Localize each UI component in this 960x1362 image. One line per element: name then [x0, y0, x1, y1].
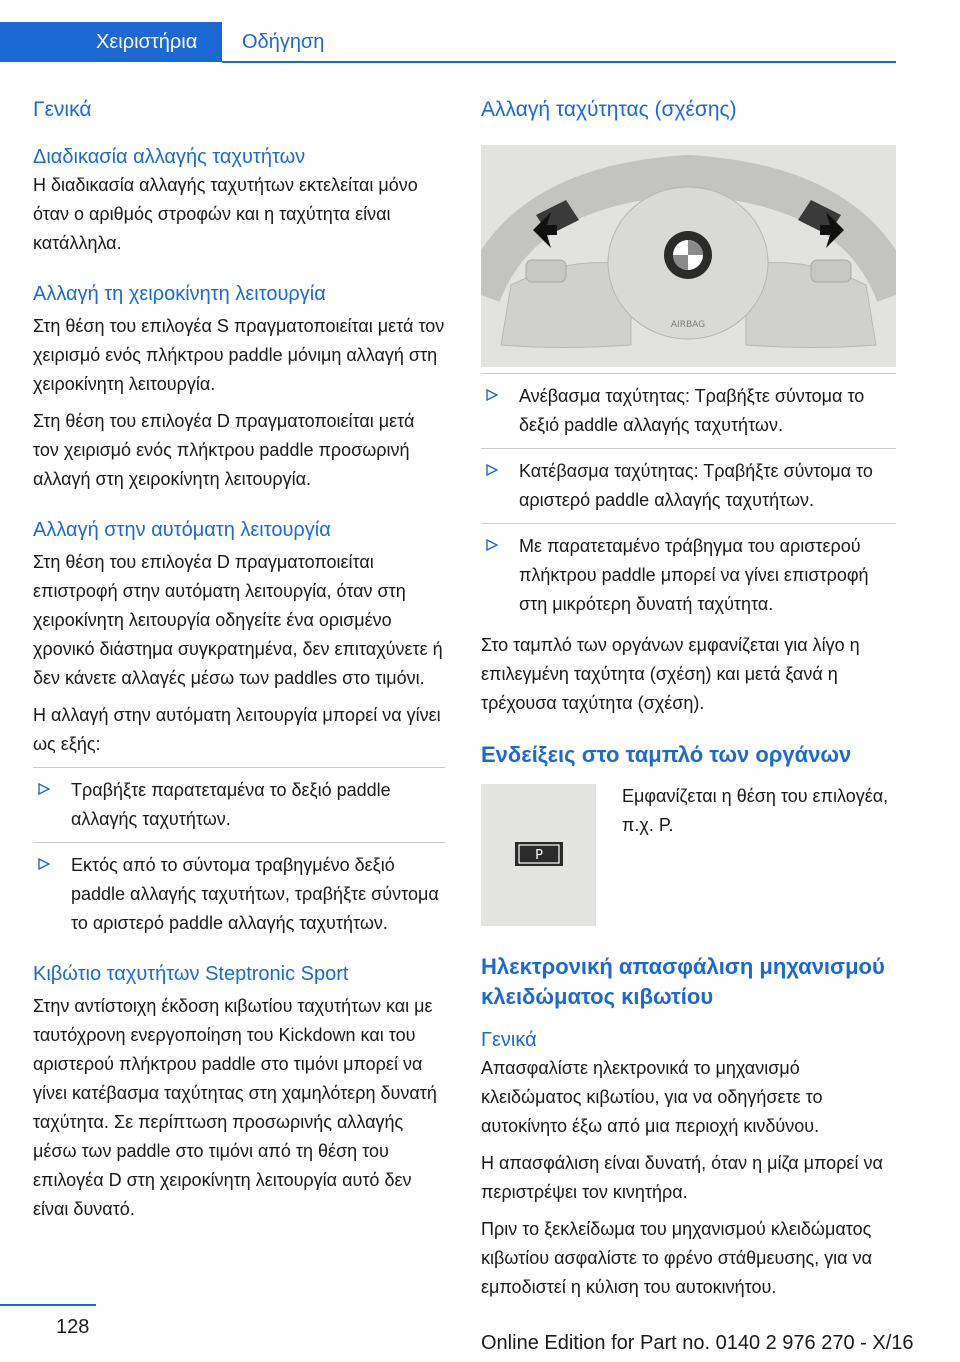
header-rule	[222, 61, 896, 63]
indicator-letter: P	[535, 848, 543, 863]
triangle-bullet-icon	[486, 539, 498, 551]
triangle-bullet-icon	[486, 464, 498, 476]
header-bar	[0, 0, 960, 62]
list-item-text: Εκτός από το σύντομα τραβηγμένο δεξιό paddle αλλαγής ταχυτήτων, τραβήξτε σύντομα το αριστερό paddle αλλαγής ταχυτήτων.	[71, 855, 439, 933]
triangle-bullet-icon	[38, 858, 50, 870]
list-item	[33, 842, 445, 946]
heading-lock-general: Γενικά	[481, 1029, 537, 1051]
footer-edition: Online Edition for Part no. 0140 2 976 270 - X/16	[481, 1332, 914, 1354]
list-item	[481, 448, 896, 523]
left-column	[33, 92, 445, 1224]
list-item-text: Κατέβασμα ταχύτητας: Τραβήξτε σύντομα το αριστερό paddle αλλαγής ταχυτήτων.	[519, 461, 873, 510]
page-number: 128	[56, 1316, 90, 1338]
list-item-text: Ανέβασμα ταχύτητας: Τραβήξτε σύντομα το δεξιό paddle αλλαγής ταχυτήτων.	[519, 386, 865, 435]
heading-indications: Ενδείξεις στο ταμπλό των οργάνων	[481, 742, 852, 767]
list-gear-change	[481, 373, 896, 627]
list-item	[33, 767, 445, 842]
paragraph-manual-d: Στη θέση του επιλογέα D πραγματοποιείται μετά τον χειρισμό ενός πλήκτρου paddle προσωρινή αλλαγή στη χειροκίνητη λειτουργία.	[33, 411, 415, 489]
list-item	[481, 373, 896, 448]
tab-driving[interactable]: Οδήγηση	[242, 31, 325, 53]
heading-manual: Αλλαγή τη χειροκίνητη λειτουργία	[33, 283, 326, 305]
triangle-bullet-icon	[38, 783, 50, 795]
paragraph-steptronic: Στην αντίστοιχη έκδοση κιβωτίου ταχυτήτων και με ταυτόχρονη ενεργοποίηση του Kickdown και του αριστερού πλήκτρου paddle στο τιμόνι μπορεί να γίνει κατέβασμα ταχύτητας στη χαμηλότερη δυνατή ταχύτητα. Σε περίπτωση προσωρινής αλλαγής μέσω των paddle στο τιμόνι από τη θέση του επιλογέα D στη χειροκίνητη λειτουργία αυτό δεν είναι δυνατό.	[33, 996, 437, 1219]
indicator-image	[481, 784, 596, 926]
list-item-text: Με παρατεταμένο τράβηγμα του αριστερού πλήκτρου paddle μπορεί να γίνει επιστροφή στη μικρότερη δυνατή ταχύτητα.	[519, 536, 869, 614]
indications-block	[481, 782, 896, 926]
heading-procedure: Διαδικασία αλλαγής ταχυτήτων	[33, 146, 306, 168]
paragraph-indications: Εμφανίζεται η θέση του επιλογέα, π.χ. P.	[622, 786, 889, 835]
tab-controls[interactable]: Χειριστήρια	[0, 22, 222, 62]
heading-lock: Ηλεκτρονική απασφάλιση μηχανισμού κλειδώματος κιβωτίου	[481, 954, 885, 1009]
steering-wheel-illustration	[481, 145, 896, 367]
triangle-bullet-icon	[486, 389, 498, 401]
footer-rule	[0, 1304, 96, 1306]
paragraph-lock-3: Πριν το ξεκλείδωμα του μηχανισμού κλειδώματος κιβωτίου ασφαλίστε το φρένο στάθμευσης, για να εμποδιστεί η κύλιση του αυτοκινήτου.	[481, 1219, 872, 1297]
heading-general: Γενικά	[33, 98, 92, 121]
paragraph-auto: Στη θέση του επιλογέα D πραγματοποιείται επιστροφή στην αυτόματη λειτουργία, όταν στη χειροκίνητη λειτουργία οδηγείτε ένα ορισμένο χρονικό διάστημα συγκρατημένα, δεν επιταχύνετε ή δεν κάνετε αλλαγές μέσω των paddles στο τιμόνι.	[33, 552, 443, 688]
list-item	[481, 523, 896, 627]
gear-indicator-icon	[481, 784, 596, 926]
heading-steptronic: Κιβώτιο ταχυτήτων Steptronic Sport	[33, 963, 349, 985]
paragraph-lock-1: Απασφαλίστε ηλεκτρονικά το μηχανισμό κλειδώματος κιβωτίου, για να οδηγήσετε το αυτοκίνητο έξω από μια περιοχή κινδύνου.	[481, 1058, 823, 1136]
paragraph-manual-s: Στη θέση του επιλογέα S πραγματοποιείται μετά τον χειρισμό ενός πλήκτρου paddle μόνιμη αλλαγή στη χειροκίνητη λειτουργία.	[33, 316, 445, 394]
paragraph-auto-2: Η αλλαγή στην αυτόματη λειτουργία μπορεί να γίνει ως εξής:	[33, 705, 441, 754]
heading-auto: Αλλαγή στην αυτόματη λειτουργία	[33, 519, 331, 541]
list-auto	[33, 767, 445, 946]
paragraph-lock-2: Η απασφάλιση είναι δυνατή, όταν η μίζα μπορεί να περιστρέψει τον κινητήρα.	[481, 1153, 883, 1202]
heading-gear-change: Αλλαγή ταχύτητας (σχέσης)	[481, 98, 737, 121]
airbag-label: AIRBAG	[670, 320, 706, 330]
list-item-text: Τραβήξτε παρατεταμένα το δεξιό paddle αλλαγής ταχυτήτων.	[71, 780, 391, 829]
right-column	[481, 92, 896, 1302]
paragraph-procedure: Η διαδικασία αλλαγής ταχυτήτων εκτελείται μόνο όταν ο αριθμός στροφών και η ταχύτητα είναι κατάλληλα.	[33, 175, 418, 253]
paragraph-cluster: Στο ταμπλό των οργάνων εμφανίζεται για λίγο η επιλεγμένη ταχύτητα (σχέση) και μετά ξανά η τρέχουσα ταχύτητα (σχέση).	[481, 635, 860, 713]
